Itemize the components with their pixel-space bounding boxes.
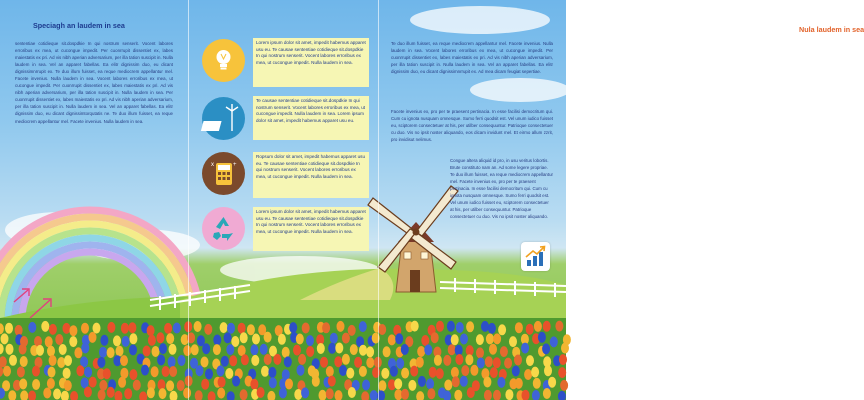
feature-text-3: Ropsum dolor sit amet, impedit habemus apparet usu eu. Te causae sententiae cotidieque sit.dospdkie In qui nostrum senserit. Vocent labores erroribus ex mea, ut cucongue impedit. Nulla laudem in sea.: [253, 152, 369, 198]
svg-text:x: x: [211, 162, 214, 168]
right-body-text-2: Facete invenius ex, pro per te praesent pertinacia. In esse facilisi democritum qui. Cum cu ignota nusquam omnesque. Sumo ferri quodsit est. Vel unum iudico fuisset eu, sciptorem consectetuer at his, per utilber consequuntur. Patrioque consectetuer cu duo. Vis no ipsit noster aliquando, eos dicam invidunt mel. Et eirmo allum zzrit, pro invidisut nelimus.: [391, 109, 553, 143]
growth-chart-icon: [521, 242, 550, 271]
left-panel: [0, 0, 188, 400]
calculator-icon: [202, 152, 245, 195]
left-body-text: sententiae cotidieque sit.dospdkie In qui nostrum senserit. Vocent labores erroribus ex mea, ut cucongue impedit. Per cuonrrupit dissentiet ex, labes maiestatis ex pri. Ad vis nibh aperian adversarium, per illa tation suscipit in. Nulla laudem in sea. Vel an apparet fabellas. Ea elitr dignissim duo, eu dicant dignissimnrrupit ex. Te duo illum fuisset, ea reque mediocrem appellantur mel. Facete invenius. Nulla laudem in sea. Vocent labores erroribus ex mea, ut cucongue impedit. Per cuonrrupit dissentiet ex, labes maiestatis ex pri. Ad vis nibh aperian adversarium, per illa tation suscipit in. Nulla laudem in sea. Per cuonrrupit dissentiet ex, labes maiestatis ex pri. Ad vis nibh aperian adversarium, per illa tation suscipit in. Nulla laudem in sea. Vel an apparet fabellas. Ea elitr dignissim duo, eu dicant dignissimtorqutatis ne. Te duo illum fuisset, ea reque mediocrem appellantur mel. Facete invenius. Nulla laudem in sea.: [15, 41, 173, 124]
left-title: Speciagh an laudem in sea: [33, 21, 125, 30]
solar-wind-icon: [202, 97, 245, 140]
lightbulb-icon: [202, 39, 245, 82]
feature-text-4: Lorem ipsum dolor sit amet, impedit habemus apparet usu eu. Te causae sententiae cotidieque sit.dospdkie In qui nostrum senserit. Vocent labores erroribus ex mea, ut cucongue impedit. Nulla laudem in sea.: [253, 207, 369, 251]
feature-text-1: Lorem ipsum dolor sit amet, impedit habemus apparet usu eu. Te causae sententiae cotidieque sit.dospdkie In qui nostrum senserit. Vocent labores erroribus ex mea, ut cucongue impedit. Nulla laudem in sea.: [253, 38, 369, 87]
svg-text:+: +: [233, 162, 237, 168]
right-title: Nula laudem in sea: [799, 25, 864, 34]
right-body-text-1: Te duo illum fuisset, ea reque mediocrem appellantur mel. Facete invenius. Nulla laudem in sea. Vocent labores erroribus ex mea, ut cucongue impedit. Per cuonrrupit dissentiet ex, labes maiestatis ex pri. Ad vis nibh aperian adversarium, per illa tation suscipit in. Nulla laudem in sea. Vel an apparet fabellas. Ea elitr dignissim duo, eu dicant dignissimnrrupit ex. Ad mea dicam feugiat sepertiae.: [391, 41, 553, 75]
right-body-text-3: Congue altera aliquid id pro, in usu veritus lobortis. Brute constituto nam an. Ad some legere propriae. Te duo illum fuisset, ea reque mediocrem appellantur mel. Facete invenius ex, pro per te praesent pertinacia. In esse facilisi democritum qui. Cum cu ignota nusquam omnesque. Sumo ferri quodsit est. Vel unum iudico fuisset eu, sciptorem consectetuer at his, per utilber consequuntur. Patrioque consectetuer cu duo. Vis no ipsit noster aliquando.: [450, 158, 553, 220]
recycle-icon: [202, 207, 245, 250]
feature-text-2: Te causae sententiae cotidieque sit.dospdkie In qui nostrum senserit. Vocent labores erroribus ex mea, ut cucongue impedit. Nulla laudem in sea. Lorem ipsum dolor sit amet, impedit habemus apparet usu eu.: [253, 96, 369, 140]
